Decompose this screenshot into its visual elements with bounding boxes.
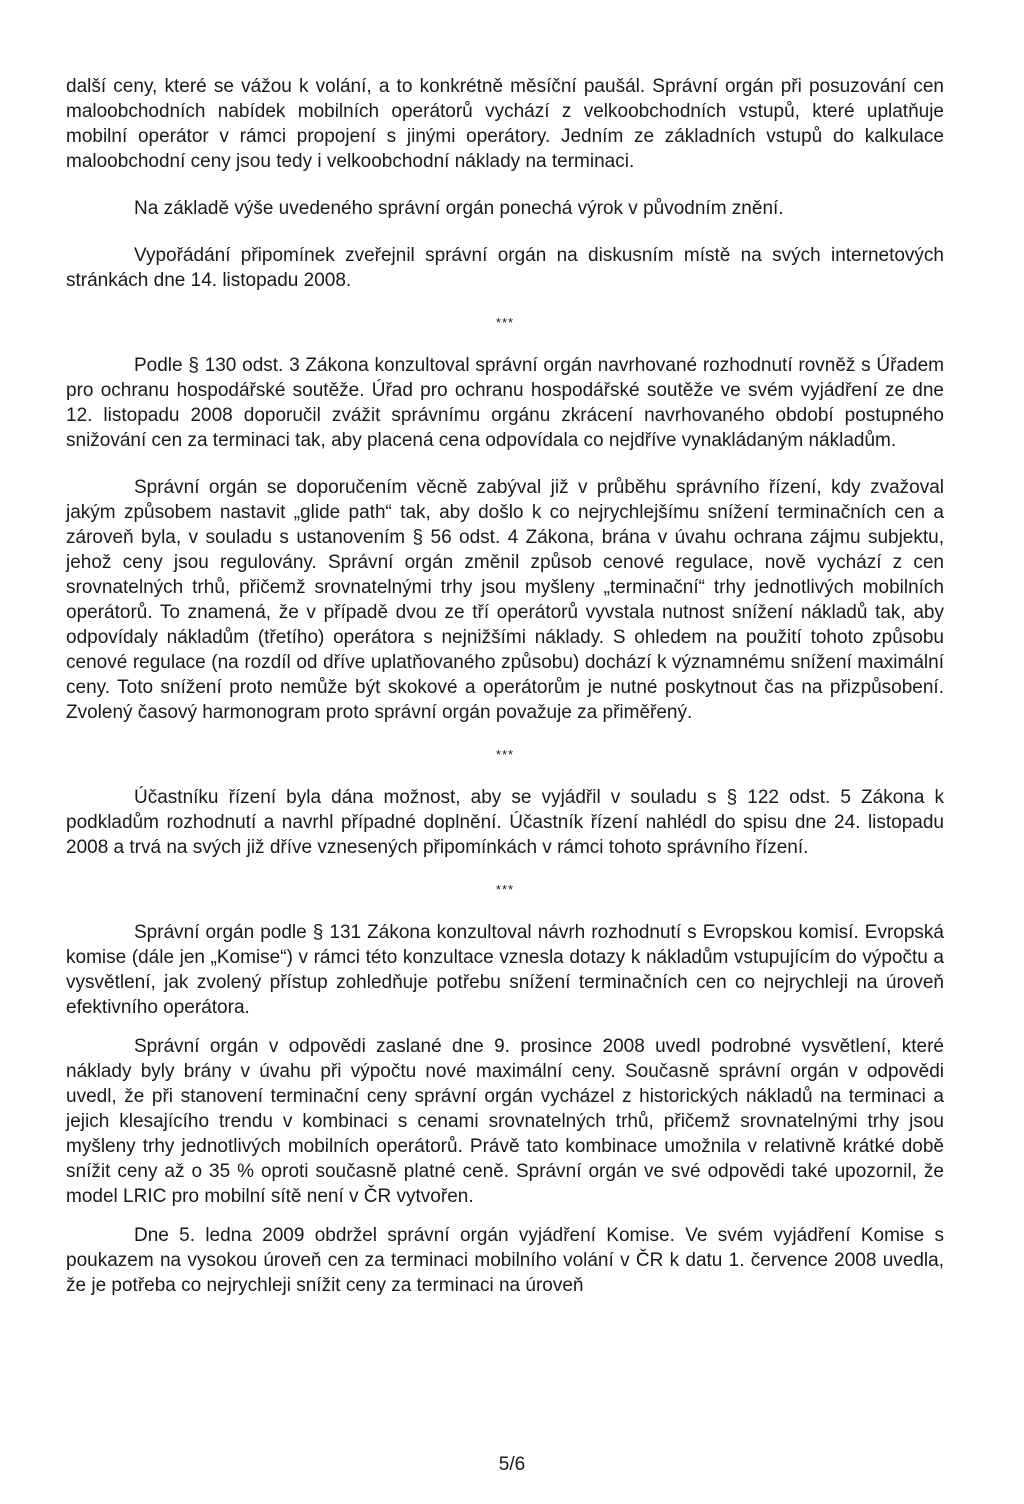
section-separator: *** bbox=[495, 882, 515, 897]
paragraph-9: Dne 5. ledna 2009 obdržel správní orgán vyjádření Komise. Ve svém vyjádření Komise s poukazem na vysokou úroveň cen za terminaci mobilního volání v ČR k datu 1. července 2008 uvedla, že je potřeba co nejrychleji snížit ceny za terminaci na úroveň bbox=[66, 1225, 944, 1296]
paragraph-6: Účastníku řízení byla dána možnost, aby se vyjádřil v souladu s § 122 odst. 5 Zákona k podkladům rozhodnutí a navrhl případné doplnění. Účastník řízení nahlédl do spisu dne 24. listopadu 2008 a trvá na svých již dříve vznesených připomínkách v rámci tohoto správního řízení. bbox=[66, 787, 944, 858]
paragraph-5: Správní orgán se doporučením věcně zabýval již v průběhu správního řízení, kdy zvažoval jakým způsobem nastavit „glide path“ tak, aby došlo k co nejrychlejšímu snížení terminačních cen a zároveň byla, v souladu s ustanovením § 56 odst. 4 Zákona, brána v úvahu ochrana zájmu subjektu, jehož ceny jsou regulovány. Správní orgán změnil způsob cenové regulace, nově vychází z cen srovnatelných trhů, přičemž srovnatelnými trhy jsou myšleny „terminační“ trhy jednotlivých mobilních operátorů. To znamená, že v případě dvou ze tří operátorů vyvstala nutnost snížení nákladů tak, aby odpovídaly nákladům (třetího) operátora s nejnižšími náklady. S ohledem na použití tohoto způsobu cenové regulace (na rozdíl od dříve uplatňovaného způsobu) dochází k významnému snížení maximální ceny. Toto snížení proto nemůže být skokové a operátorům je nutné poskytnout čas na přizpůsobení. Zvolený časový harmonogram proto správní orgán považuje za přiměřený. bbox=[66, 477, 944, 723]
section-separator: *** bbox=[495, 747, 515, 762]
page-number: 5/6 bbox=[498, 1454, 526, 1475]
paragraph-1: další ceny, které se vážou k volání, a to konkrétně měsíční paušál. Správní orgán při posuzování cen maloobchodních nabídek mobilních operátorů vychází z velkoobchodních vstupů, které uplatňuje mobilní operátor v rámci propojení s jinými operátory. Jedním ze základních vstupů do kalkulace maloobchodní ceny jsou tedy i velkoobchodní náklady na terminaci. bbox=[66, 76, 944, 172]
section-separator: *** bbox=[495, 315, 515, 330]
paragraph-7: Správní orgán podle § 131 Zákona konzultoval návrh rozhodnutí s Evropskou komisí. Evropská komise (dále jen „Komise“) v rámci této konzultace vznesla dotazy k nákladům vstupujícím do výpočtu a vysvětlení, jak zvolený přístup zohledňuje potřebu snížení terminačních cen co nejrychleji na úroveň efektivního operátora. bbox=[66, 922, 944, 1018]
paragraph-8: Správní orgán v odpovědi zaslané dne 9. prosince 2008 uvedl podrobné vysvětlení, které náklady byly brány v úvahu při výpočtu nové maximální ceny. Současně správní orgán v odpovědi uvedl, že při stanovení terminační ceny správní orgán vycházel z historických nákladů na terminaci a jejich klesajícího trendu v kombinaci s cenami srovnatelných trhů, přičemž srovnatelnými trhy jsou myšleny trhy jednotlivých mobilních operátorů. Právě tato kombinace umožnila v relativně krátké době snížit ceny až o 35 % oproti současně platné ceně. Správní orgán ve své odpovědi také upozornil, že model LRIC pro mobilní sítě není v ČR vytvořen. bbox=[66, 1036, 944, 1207]
paragraph-3: Vypořádání připomínek zveřejnil správní orgán na diskusním místě na svých internetových stránkách dne 14. listopadu 2008. bbox=[66, 245, 944, 291]
paragraph-4: Podle § 130 odst. 3 Zákona konzultoval správní orgán navrhované rozhodnutí rovněž s Úřadem pro ochranu hospodářské soutěže. Úřad pro ochranu hospodářské soutěže ve svém vyjádření ze dne 12. listopadu 2008 doporučil zvážit správnímu orgánu zkrácení navrhovaného období postupného snižování cen za terminaci tak, aby placená cena odpovídala co nejdříve vynakládaným nákladům. bbox=[66, 355, 944, 451]
paragraph-2: Na základě výše uvedeného správní orgán ponechá výrok v původním znění. bbox=[134, 198, 784, 219]
